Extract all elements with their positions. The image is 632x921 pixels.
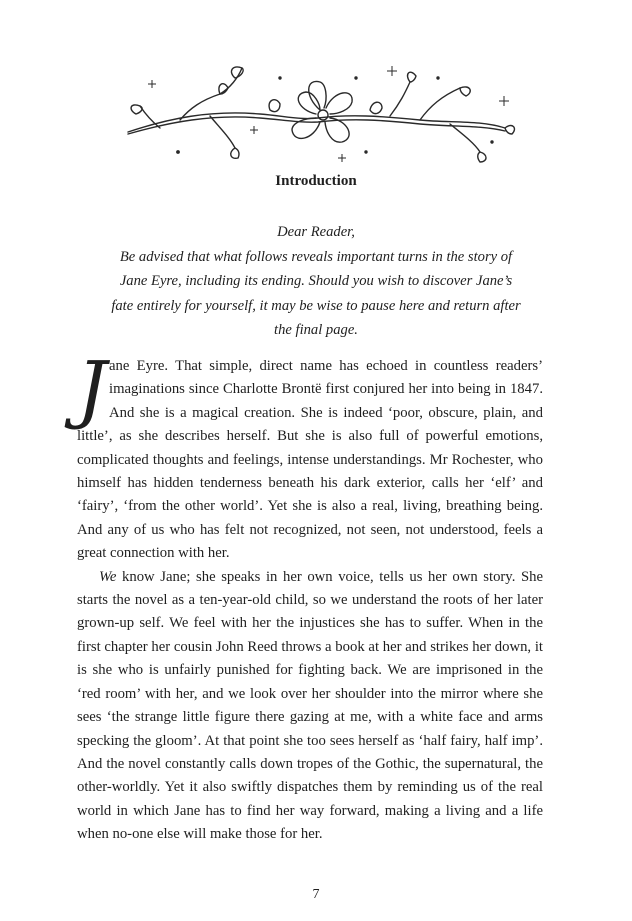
notice-line: Dear Reader, [277,224,355,240]
paragraph-2 [77,566,543,847]
paragraph-2-text: know Jane; she speaks in her own voice, tells us her own story. She starts the novel as a ten-year-old child, so we understand the roots of her later grown-up self. We feel with her the injustices she has to suffer. When in the first chapter her cousin John Reed throws a book at her and strikes her down, it is she who is unfairly punished for fighting back. We are imprisoned in the ‘red room’ with her, and we look over her shoulder into the mirror where she sees ‘the strange little figure there gazing at me, with a white face and arms specking the gloom’. At that point she too sees herself as ‘half fairy, half imp’. And the novel constantly calls down tropes of the Gothic, the supernatural, the other-worldly. Yet it also swiftly dispatches them by reminding us of the real world in which Jane has to find her way forward, making a living and a life when no-one else will make those for her. [77,568,543,843]
blossom-branch-illustration [120,48,520,173]
notice-line: Jane Eyre, including its ending. Should you wish to discover Jane’s [119,273,513,290]
paragraph-2-lead: We [99,568,117,585]
notice-line: the final page. [274,322,358,339]
page-number: 7 [312,887,320,902]
drop-cap: J [77,346,107,432]
notice-line: Be advised that what follows reveals important turns in the story of [119,248,513,265]
body-text [77,346,543,847]
paragraph-1 [77,346,543,566]
paragraph-1-text: ane Eyre. That simple, direct name has echoed in countless readers’ imaginations since Charlotte Brontë first conjured her into being in 1847. And she is a magical creation. She is indeed ‘poor, obscure, plain, and little’, as she describes herself. But she is also full of powerful emotions, complicated thoughts and feelings, intense understandings. Mr Rochester, who himself has hidden tenderness beneath his dark exterior, calls her ‘elf’ and ‘fairy’, ‘from the other world’. Yet she is also a real, living, breathing being. And any of us who has felt not recognized, not seen, not understood, feels a great connection with her. [77,358,543,562]
spoiler-notice [100,220,532,343]
section-heading: Introduction [275,173,357,189]
notice-line: fate entirely for yourself, it may be wise to pause here and return after [111,297,521,314]
